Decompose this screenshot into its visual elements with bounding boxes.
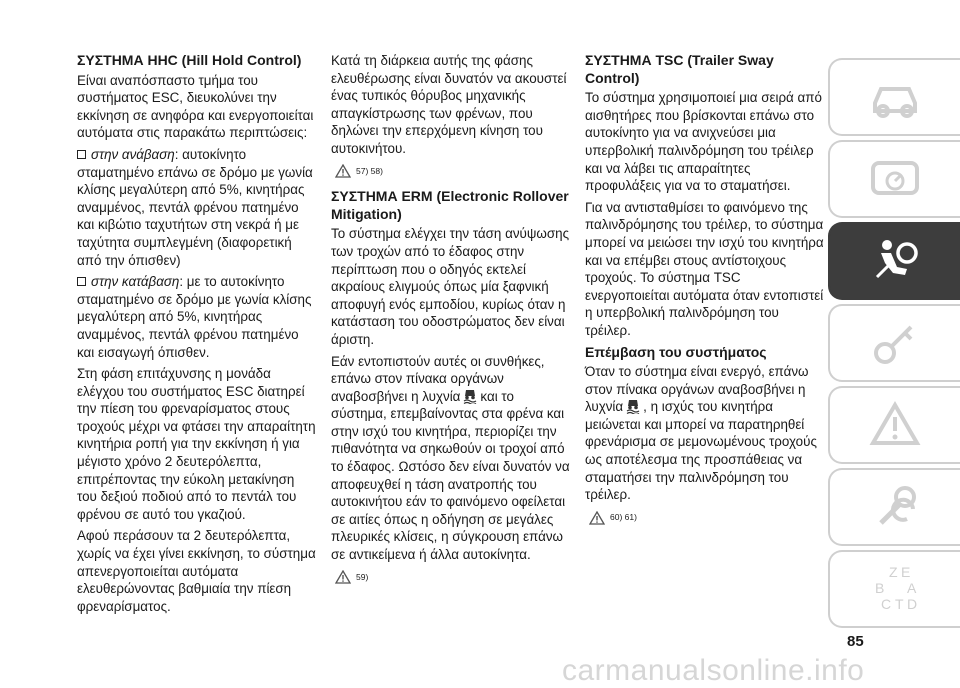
erm-title: ΣΥΣΤΗΜΑ ERM (Electronic Rollover Mitigation) — [331, 188, 569, 222]
warning-triangle-icon — [589, 511, 605, 525]
alphabet-index-icon — [867, 561, 923, 617]
car-info-icon — [867, 69, 923, 125]
key-ignition-icon — [867, 315, 923, 371]
dashboard-icon — [867, 151, 923, 207]
tab-car-info[interactable] — [828, 58, 960, 136]
bullet-square-icon — [77, 150, 86, 159]
hhc-paragraph-3: Αφού περάσουν τα 2 δευτερόλεπτα, χωρίς να έχει γίνει εκκίνηση, το σύστημα απενεργοποιείται αυτόματα ελευθερώνοντας βαθμιαία την πίεση φρεναρίσματος. — [77, 528, 316, 614]
tab-dashboard[interactable] — [828, 140, 960, 218]
svg-text:B: B — [875, 580, 885, 596]
tsc-paragraph-3: Όταν το σύστημα είναι ενεργό, επάνω στον πίνακα οργάνων αναβοσβήνει η λυχνία , η ισχύς του κινητήρα μειώνεται και μπορεί να παρατηρηθεί φρενάρισμα σε μεμονωμένους τροχούς ως αποτέλεσμα της προσπάθειας να σταματήσει την παλινδρόμηση του τρέιλερ. — [585, 364, 817, 503]
hhc-intro: Είναι αναπόσπαστο τμήμα του συστήματος ESC, διευκολύνει την εκκίνηση σε ανηφόρα και ενεργοποιείται αυτόματα στις παρακάτω περιπτώσεις: — [77, 72, 314, 141]
column-2 — [331, 52, 571, 594]
tsc-paragraph-1: Το σύστημα χρησιμοποιεί μια σειρά από αισθητήρες που βρίσκονται επάνω στο αυτοκίνητο για να ανιχνεύσει μια υπερβολική παλινδρόμηση του τρέιλερ και να λάβει τις απαραίτητες προφυλάξεις για να το σταματήσει. — [585, 90, 822, 194]
bullet-square-icon — [77, 277, 86, 286]
hhc-bullet-downhill: στην κατάβαση: με το αυτοκίνητο σταματημένο σε δρόμο με γωνία κλίσης μεγαλύτερη από 5%, κινητήρας αναμμένος, πεντάλ φρένου πατημένο και εισαγωγή όπισθεν. — [77, 274, 312, 360]
erm-paragraph-1: Το σύστημα ελέγχει την τάση ανύψωσης των τροχών από το έδαφος στην περίπτωση που ο οδηγός εκτελεί ακραίους ελιγμούς όπως μία ξαφνική αποφυγή ενός εμποδίου, κυρίως όταν η κατάσταση του οδοστρώματος δεν είναι άριστη. — [331, 226, 570, 347]
tab-maintenance[interactable] — [828, 468, 960, 546]
svg-text:C: C — [881, 596, 892, 612]
hhc-bullet-uphill: στην ανάβαση: αυτοκίνητο σταματημένο επάνω σε δρόμο με γωνία κλίσης μεγαλύτερη από 5%, κινητήρας αναμμένος, πεντάλ φρένου πατημένο και κιβώτιο ταχυτήτων στη νεκρά ή με ταχύτητα συμπλεγμένη (διαφορετική από την όπισθεν) — [77, 146, 313, 268]
warning-triangle-icon — [335, 570, 351, 584]
tab-index[interactable] — [828, 550, 960, 628]
column-1 — [77, 52, 317, 619]
wrench-service-icon — [867, 479, 923, 535]
warning-triangle-icon — [335, 164, 351, 178]
tsc-subtitle: Επέμβαση του συστήματος — [585, 343, 767, 360]
warning-ref-60-61[interactable]: 60) 61) — [589, 509, 825, 527]
tab-starting[interactable] — [828, 304, 960, 382]
svg-text:T: T — [895, 596, 904, 612]
esc-lamp-icon — [626, 398, 640, 414]
esc-lamp-icon — [463, 388, 477, 404]
erm-paragraph-2: Εάν εντοπιστούν αυτές οι συνθήκες, επάνω στον πίνακα οργάνων αναβοσβήνει η λυχνία και το σύστημα, επεμβαίνοντας στα φρένα και στην ισχύ του κινητήρα, περιορίζει την πιθανότητα να σηκωθούν οι τροχοί από το έδαφος. Ωστόσο δεν είναι δυνατόν να αποφευχθεί η τάση ανατροπής του αυτοκινήτου εάν το φαινόμενο οφείλεται σε αιτίες όπως η οδήγηση σε μεγάλες πλευρικές κλίσεις, η σύγκρουση επάνω σε αντικείμενα ή άλλα αυτοκίνητα. — [331, 353, 570, 563]
hhc-paragraph-2: Στη φάση επιτάχυνσης η μονάδα ελέγχου του συστήματος ESC διατηρεί την πίεση του φρεναρίσματος στους τροχούς μέχρι να φτάσει την απαραίτητη κινητήρια ροπή για την εκκίνηση ή για μέγιστο χρόνο 2 δευτερόλεπτα, επιτρέποντας την εύκολη μετακίνηση του δεξιού ποδιού από το πεντάλ του φρένου σε αυτό του γκαζιού. — [77, 366, 316, 522]
tab-safety[interactable] — [828, 222, 960, 300]
tsc-paragraph-2: Για να αντισταθμίσει το φαινόμενο της παλινδρόμησης του τρέιλερ, το σύστημα μπορεί να μειώσει την ισχύ του κινητήρα και να επέμβει στους αντίστοιχους τροχούς. Το σύστημα TSC ενεργοποιείται αυτόματα όταν εντοπιστεί η υπερβολική παλινδρόμηση του τρέιλερ. — [585, 199, 824, 338]
warning-triangle-icon — [867, 397, 923, 453]
svg-text:A: A — [907, 580, 917, 596]
svg-text:D: D — [907, 596, 918, 612]
airbag-safety-icon — [867, 233, 923, 289]
tab-emergency[interactable] — [828, 386, 960, 464]
tsc-title: ΣΥΣΤΗΜΑ TSC (Trailer Sway Control) — [585, 52, 774, 86]
svg-text:E: E — [901, 564, 911, 580]
warning-ref-59[interactable]: 59) — [335, 569, 571, 587]
release-paragraph: Κατά τη διάρκεια αυτής της φάσης ελευθέρωσης είναι δυνατόν να ακουστεί ένας τυπικός θόρυβος μηχανικής απαγκίστρωσης των φρένων, που δηλώνει την επερχόμενη κίνηση του αυτοκινήτου. — [331, 53, 567, 156]
page-number: 85 — [847, 633, 864, 650]
column-3 — [585, 52, 825, 534]
svg-text:Z: Z — [889, 564, 898, 580]
hhc-title: ΣΥΣΤΗΜΑ HHC (Hill Hold Control) — [77, 52, 302, 68]
watermark: carmanualsonline.info — [562, 654, 865, 687]
warning-ref-57-58[interactable]: 57) 58) — [335, 163, 571, 181]
